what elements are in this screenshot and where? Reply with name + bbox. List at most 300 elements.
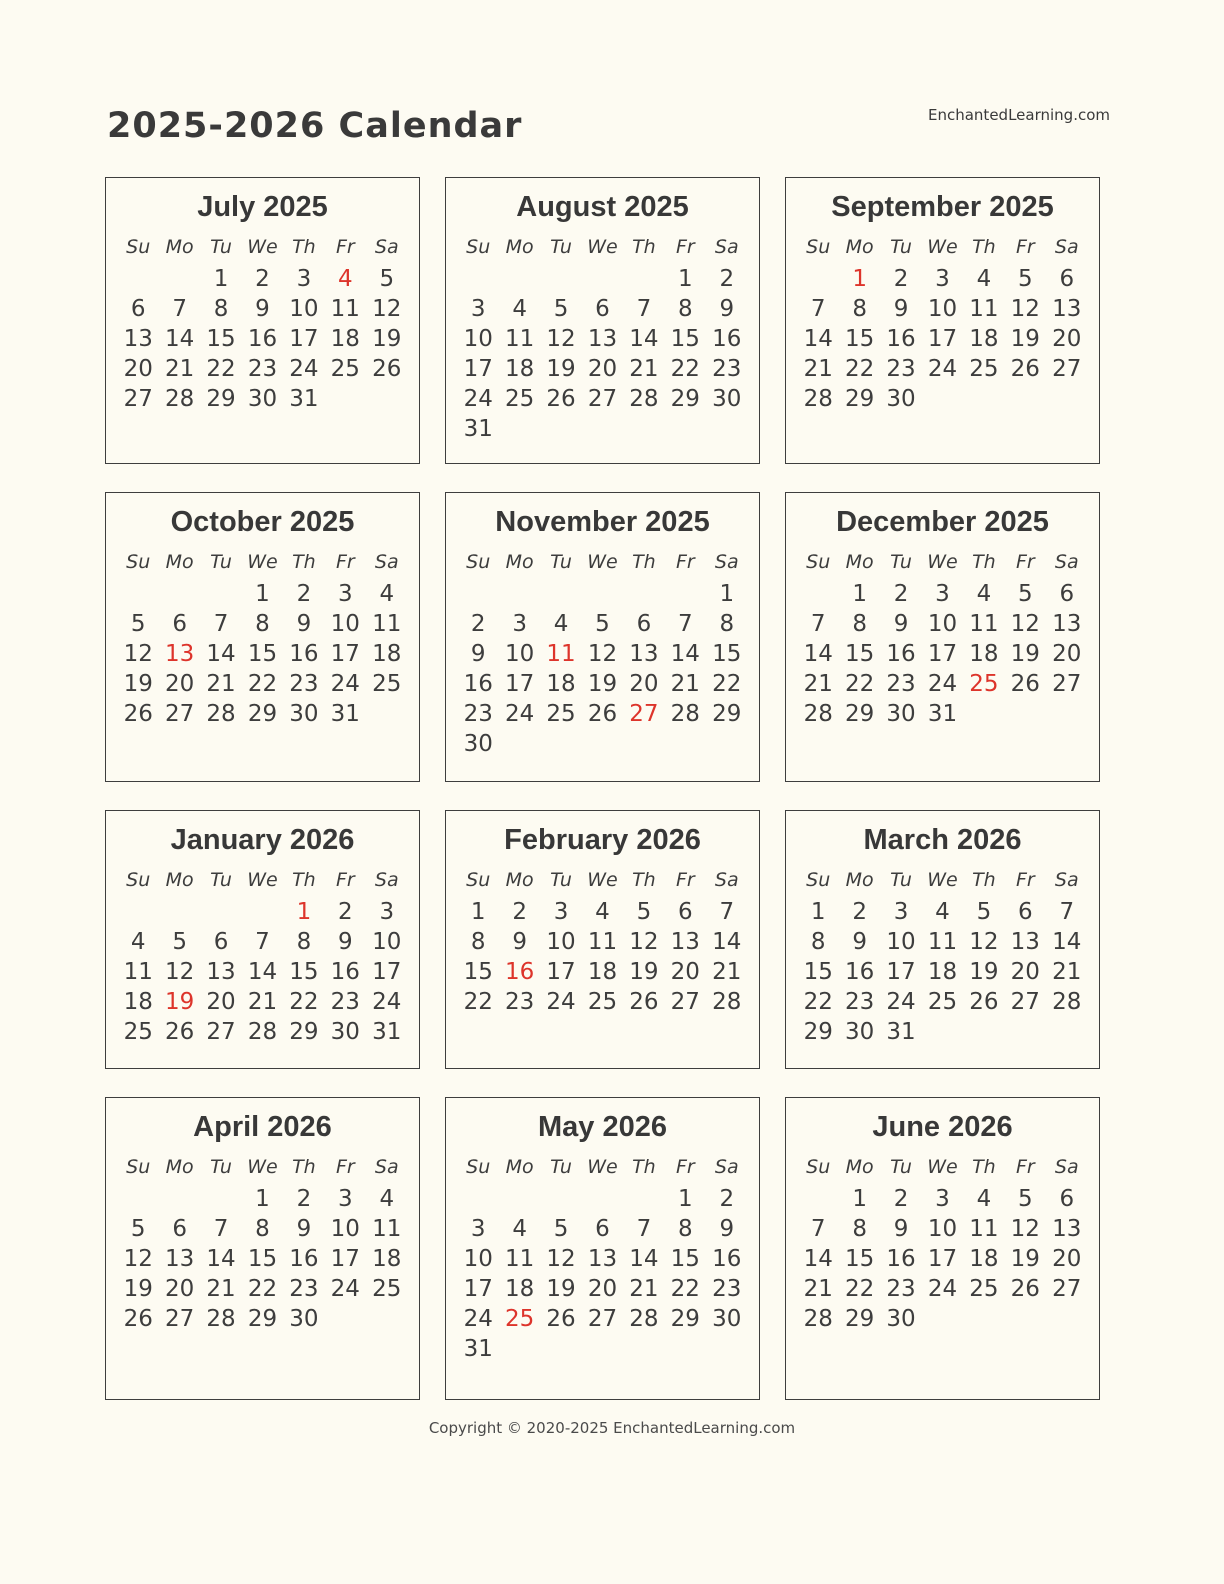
date-cell: 16 xyxy=(247,326,278,352)
empty-cell xyxy=(200,1184,241,1214)
week-row xyxy=(458,579,748,609)
weekday-header-tu: Tu xyxy=(550,551,572,573)
date-cell: 1 xyxy=(255,1186,270,1212)
date-cell: 23 xyxy=(712,356,742,382)
date-cell-holiday: 27 xyxy=(629,701,659,727)
date-cell-holiday: 1 xyxy=(296,899,312,925)
week-row xyxy=(458,1274,748,1304)
date-cell-holiday: 25 xyxy=(504,1306,535,1332)
date-cell: 14 xyxy=(803,641,833,667)
date-cell: 29 xyxy=(247,1306,278,1332)
weekday-header-sa: Sa xyxy=(1054,551,1079,573)
date-cell: 3 xyxy=(935,581,950,607)
month-title: April 2026 xyxy=(193,1111,332,1143)
empty-cell xyxy=(922,384,963,414)
empty-cell xyxy=(200,579,241,609)
empty-cell xyxy=(458,1184,499,1214)
week-row xyxy=(458,264,748,294)
date-cell: 4 xyxy=(976,1186,992,1212)
calendar-grid xyxy=(105,177,1100,1400)
date-cell: 25 xyxy=(546,701,576,727)
date-cell: 6 xyxy=(678,899,693,925)
date-cell: 24 xyxy=(463,386,493,412)
month-table xyxy=(118,863,408,1047)
copyright-text: Copyright © 2020-2025 EnchantedLearning.com xyxy=(428,1419,796,1437)
weekday-header-fr: Fr xyxy=(675,551,695,573)
date-cell: 22 xyxy=(670,356,700,382)
date-cell: 9 xyxy=(719,296,735,322)
weekday-header-row xyxy=(458,863,748,897)
empty-cell xyxy=(706,1334,747,1364)
date-cell: 21 xyxy=(629,356,659,382)
date-cell: 19 xyxy=(546,1276,576,1302)
week-row xyxy=(458,1244,748,1274)
week-row xyxy=(458,927,748,957)
weekday-header-sa: Sa xyxy=(714,1156,739,1178)
weekday-header-tu: Tu xyxy=(890,1156,912,1178)
date-cell: 24 xyxy=(463,1306,493,1332)
empty-cell xyxy=(582,264,623,294)
date-cell: 3 xyxy=(512,611,527,637)
date-cell: 6 xyxy=(595,296,610,322)
weekday-header-we: We xyxy=(927,869,958,891)
date-cell: 30 xyxy=(289,701,319,727)
weekday-header-row xyxy=(458,1150,748,1184)
date-cell: 2 xyxy=(296,1186,312,1212)
date-cell: 3 xyxy=(338,581,353,607)
date-cell: 6 xyxy=(172,1216,187,1242)
date-cell-holiday: 19 xyxy=(164,989,195,1015)
date-cell: 6 xyxy=(1018,899,1033,925)
date-cell: 28 xyxy=(803,386,833,412)
week-row xyxy=(798,354,1088,384)
date-cell: 8 xyxy=(852,296,867,322)
date-cell: 24 xyxy=(927,356,958,382)
date-cell: 18 xyxy=(546,671,576,697)
date-cell: 7 xyxy=(636,296,652,322)
date-cell: 15 xyxy=(670,326,700,352)
week-row xyxy=(118,384,408,414)
empty-cell xyxy=(1005,1017,1046,1047)
date-cell: 23 xyxy=(886,356,916,382)
date-cell: 21 xyxy=(803,671,833,697)
empty-cell xyxy=(798,264,839,294)
week-row xyxy=(458,729,748,759)
weekday-header-su: Su xyxy=(126,1156,151,1178)
page-title: 2025-2026 Calendar xyxy=(107,106,523,146)
weekday-header-th: Th xyxy=(632,236,656,258)
weekday-header-sa: Sa xyxy=(1054,1156,1079,1178)
date-cell: 14 xyxy=(247,959,278,985)
empty-cell xyxy=(623,414,664,444)
weekday-header-th: Th xyxy=(972,1156,996,1178)
date-cell: 11 xyxy=(330,296,360,322)
date-cell: 25 xyxy=(372,671,402,697)
weekday-header-su: Su xyxy=(466,1156,491,1178)
weekday-header-tu: Tu xyxy=(550,236,572,258)
date-cell: 19 xyxy=(969,959,999,985)
date-cell: 17 xyxy=(330,1246,360,1272)
date-cell: 11 xyxy=(504,326,535,352)
month-table xyxy=(118,1150,408,1334)
date-cell: 11 xyxy=(587,929,618,955)
month-card-march-2026 xyxy=(785,810,1100,1069)
date-cell: 4 xyxy=(595,899,610,925)
weekday-header-su: Su xyxy=(806,869,831,891)
date-cell: 6 xyxy=(1059,581,1075,607)
week-row xyxy=(798,927,1088,957)
weekday-header-sa: Sa xyxy=(374,869,399,891)
date-cell: 10 xyxy=(504,641,535,667)
weekday-header-we: We xyxy=(247,1156,278,1178)
date-cell: 13 xyxy=(587,1246,618,1272)
date-cell: 23 xyxy=(844,989,875,1015)
weekday-header-mo: Mo xyxy=(165,1156,194,1178)
week-row xyxy=(798,1304,1088,1334)
empty-cell xyxy=(540,414,581,444)
weekday-header-su: Su xyxy=(126,236,151,258)
date-cell: 7 xyxy=(213,611,229,637)
date-cell: 16 xyxy=(712,326,742,352)
weekday-header-row xyxy=(118,1150,408,1184)
empty-cell xyxy=(1046,1304,1087,1334)
date-cell: 24 xyxy=(886,989,916,1015)
month-table xyxy=(458,230,748,444)
date-cell: 7 xyxy=(172,296,187,322)
weekday-header-sa: Sa xyxy=(714,236,739,258)
date-cell: 5 xyxy=(172,929,187,955)
date-cell: 20 xyxy=(587,356,618,382)
week-row xyxy=(458,354,748,384)
date-cell: 11 xyxy=(372,1216,402,1242)
date-cell: 7 xyxy=(810,611,826,637)
week-row xyxy=(118,324,408,354)
date-cell: 12 xyxy=(1010,1216,1040,1242)
site-name: EnchantedLearning.com xyxy=(928,106,1110,124)
date-cell: 23 xyxy=(886,1276,916,1302)
date-cell: 13 xyxy=(1010,929,1040,955)
weekday-header-tu: Tu xyxy=(890,236,912,258)
date-cell: 17 xyxy=(463,1276,493,1302)
date-cell: 4 xyxy=(976,266,992,292)
date-cell: 6 xyxy=(1059,1186,1075,1212)
date-cell: 22 xyxy=(803,989,833,1015)
date-cell: 24 xyxy=(330,1276,360,1302)
empty-cell xyxy=(499,729,540,759)
date-cell: 5 xyxy=(130,1216,146,1242)
date-cell: 5 xyxy=(595,611,610,637)
month-card-december-2025 xyxy=(785,492,1100,782)
empty-cell xyxy=(118,1184,159,1214)
date-cell: 18 xyxy=(330,326,360,352)
weekday-header-we: We xyxy=(247,869,278,891)
empty-cell xyxy=(665,579,706,609)
date-cell: 25 xyxy=(927,989,958,1015)
date-cell-holiday: 25 xyxy=(969,671,999,697)
empty-cell xyxy=(963,699,1004,729)
date-cell: 19 xyxy=(123,671,153,697)
date-cell: 28 xyxy=(1052,989,1082,1015)
empty-cell xyxy=(963,1017,1004,1047)
empty-cell xyxy=(366,1304,407,1334)
date-cell: 27 xyxy=(1052,356,1082,382)
date-cell: 18 xyxy=(969,1246,999,1272)
date-cell: 16 xyxy=(886,1246,916,1272)
date-cell: 26 xyxy=(587,701,618,727)
date-cell: 20 xyxy=(1052,641,1082,667)
date-cell: 30 xyxy=(330,1019,360,1045)
date-cell: 21 xyxy=(206,1276,236,1302)
date-cell: 27 xyxy=(164,1306,195,1332)
date-cell: 11 xyxy=(372,611,402,637)
date-cell: 2 xyxy=(338,899,353,925)
date-cell: 14 xyxy=(206,641,236,667)
weekday-header-row xyxy=(458,545,748,579)
date-cell: 30 xyxy=(886,386,916,412)
date-cell: 31 xyxy=(463,1336,493,1362)
date-cell: 16 xyxy=(289,641,319,667)
date-cell: 1 xyxy=(213,266,229,292)
week-row xyxy=(798,324,1088,354)
empty-cell xyxy=(1005,699,1046,729)
date-cell: 20 xyxy=(1052,1246,1082,1272)
empty-cell xyxy=(458,579,499,609)
month-title: February 2026 xyxy=(504,824,701,856)
empty-cell xyxy=(325,384,366,414)
week-row xyxy=(118,927,408,957)
date-cell: 12 xyxy=(123,641,153,667)
date-cell: 21 xyxy=(712,959,742,985)
date-cell: 29 xyxy=(844,701,875,727)
date-cell: 2 xyxy=(719,1186,735,1212)
weekday-header-we: We xyxy=(587,869,618,891)
weekday-header-we: We xyxy=(247,551,278,573)
date-cell: 13 xyxy=(587,326,618,352)
date-cell: 29 xyxy=(670,386,700,412)
date-cell: 19 xyxy=(629,959,659,985)
empty-cell xyxy=(798,1184,839,1214)
empty-cell xyxy=(159,579,200,609)
month-card-september-2025 xyxy=(785,177,1100,464)
month-title: March 2026 xyxy=(863,824,1022,856)
date-cell: 26 xyxy=(546,1306,576,1332)
date-cell: 4 xyxy=(512,1216,527,1242)
date-cell: 31 xyxy=(927,701,958,727)
weekday-header-th: Th xyxy=(972,236,996,258)
date-cell: 4 xyxy=(512,296,527,322)
empty-cell xyxy=(963,384,1004,414)
date-cell: 30 xyxy=(712,386,742,412)
date-cell: 28 xyxy=(803,701,833,727)
week-row xyxy=(458,897,748,927)
date-cell: 8 xyxy=(852,611,867,637)
month-title: December 2025 xyxy=(836,506,1049,538)
weekday-header-sa: Sa xyxy=(374,551,399,573)
date-cell: 25 xyxy=(587,989,618,1015)
empty-cell xyxy=(499,264,540,294)
date-cell: 29 xyxy=(289,1019,319,1045)
date-cell: 14 xyxy=(629,326,659,352)
weekday-header-fr: Fr xyxy=(335,1156,355,1178)
date-cell: 27 xyxy=(1010,989,1040,1015)
month-table xyxy=(118,230,408,414)
weekday-header-mo: Mo xyxy=(845,236,874,258)
date-cell: 3 xyxy=(296,266,312,292)
weekday-header-fr: Fr xyxy=(675,236,695,258)
date-cell: 30 xyxy=(844,1019,875,1045)
date-cell: 17 xyxy=(289,326,319,352)
date-cell: 15 xyxy=(247,1246,278,1272)
empty-cell xyxy=(623,729,664,759)
date-cell: 22 xyxy=(712,671,742,697)
date-cell: 15 xyxy=(289,959,319,985)
week-row xyxy=(798,1244,1088,1274)
date-cell: 20 xyxy=(123,356,153,382)
week-row xyxy=(798,384,1088,414)
date-cell: 19 xyxy=(372,326,402,352)
date-cell: 9 xyxy=(852,929,867,955)
date-cell: 18 xyxy=(587,959,618,985)
date-cell: 10 xyxy=(927,611,958,637)
date-cell: 26 xyxy=(372,356,402,382)
date-cell: 4 xyxy=(379,1186,395,1212)
empty-cell xyxy=(1005,384,1046,414)
week-row xyxy=(458,699,748,729)
date-cell: 26 xyxy=(629,989,659,1015)
date-cell: 27 xyxy=(1052,1276,1082,1302)
date-cell: 12 xyxy=(969,929,999,955)
date-cell: 5 xyxy=(636,899,652,925)
date-cell: 3 xyxy=(470,296,486,322)
weekday-header-tu: Tu xyxy=(210,869,232,891)
date-cell: 20 xyxy=(1052,326,1082,352)
week-row xyxy=(118,1274,408,1304)
empty-cell xyxy=(366,699,407,729)
date-cell: 21 xyxy=(164,356,195,382)
date-cell: 28 xyxy=(247,1019,278,1045)
empty-cell xyxy=(623,264,664,294)
empty-cell xyxy=(623,579,664,609)
empty-cell xyxy=(706,729,747,759)
empty-cell xyxy=(499,414,540,444)
date-cell: 18 xyxy=(372,1246,402,1272)
date-cell: 7 xyxy=(1059,899,1075,925)
week-row xyxy=(118,699,408,729)
date-cell: 6 xyxy=(130,296,146,322)
date-cell: 25 xyxy=(123,1019,153,1045)
date-cell: 1 xyxy=(810,899,826,925)
weekday-header-th: Th xyxy=(292,869,316,891)
date-cell: 24 xyxy=(289,356,319,382)
date-cell: 12 xyxy=(164,959,195,985)
weekday-header-we: We xyxy=(927,1156,958,1178)
date-cell: 16 xyxy=(886,641,916,667)
date-cell: 26 xyxy=(546,386,576,412)
date-cell: 21 xyxy=(803,1276,833,1302)
date-cell: 13 xyxy=(1052,1216,1082,1242)
date-cell: 1 xyxy=(678,1186,693,1212)
month-title: November 2025 xyxy=(495,506,710,538)
date-cell: 9 xyxy=(893,296,909,322)
weekday-header-tu: Tu xyxy=(210,236,232,258)
date-cell: 26 xyxy=(123,701,153,727)
date-cell: 9 xyxy=(512,929,527,955)
date-cell: 28 xyxy=(206,701,236,727)
weekday-header-th: Th xyxy=(972,869,996,891)
weekday-header-fr: Fr xyxy=(1015,236,1035,258)
empty-cell xyxy=(582,579,623,609)
week-row xyxy=(118,1244,408,1274)
week-row xyxy=(118,1304,408,1334)
month-table xyxy=(798,545,1088,729)
date-cell-holiday: 13 xyxy=(164,641,195,667)
date-cell: 23 xyxy=(289,671,319,697)
date-cell: 18 xyxy=(969,326,999,352)
date-cell: 12 xyxy=(587,641,618,667)
date-cell: 17 xyxy=(463,356,493,382)
date-cell: 7 xyxy=(636,1216,652,1242)
date-cell: 1 xyxy=(852,1186,867,1212)
weekday-header-mo: Mo xyxy=(505,1156,534,1178)
date-cell: 15 xyxy=(206,326,236,352)
date-cell: 20 xyxy=(206,989,236,1015)
date-cell: 31 xyxy=(886,1019,916,1045)
date-cell: 18 xyxy=(372,641,402,667)
date-cell: 19 xyxy=(546,356,576,382)
weekday-header-sa: Sa xyxy=(1054,236,1079,258)
week-row xyxy=(118,639,408,669)
date-cell: 23 xyxy=(504,989,535,1015)
month-title: May 2026 xyxy=(538,1111,667,1143)
date-cell: 26 xyxy=(1010,671,1040,697)
weekday-header-mo: Mo xyxy=(505,869,534,891)
date-cell: 7 xyxy=(678,611,693,637)
weekday-header-fr: Fr xyxy=(335,236,355,258)
date-cell: 8 xyxy=(255,611,270,637)
week-row xyxy=(798,579,1088,609)
date-cell: 28 xyxy=(712,989,742,1015)
date-cell: 27 xyxy=(670,989,700,1015)
date-cell: 12 xyxy=(629,929,659,955)
date-cell: 12 xyxy=(546,326,576,352)
date-cell: 21 xyxy=(206,671,236,697)
empty-cell xyxy=(159,1184,200,1214)
date-cell: 30 xyxy=(463,731,493,757)
month-table xyxy=(458,545,748,759)
empty-cell xyxy=(499,579,540,609)
date-cell: 29 xyxy=(247,701,278,727)
date-cell: 23 xyxy=(712,1276,742,1302)
date-cell: 29 xyxy=(844,386,875,412)
date-cell: 27 xyxy=(587,1306,618,1332)
empty-cell xyxy=(922,1304,963,1334)
week-row xyxy=(798,1214,1088,1244)
weekday-header-su: Su xyxy=(466,236,491,258)
date-cell: 15 xyxy=(803,959,833,985)
date-cell: 9 xyxy=(893,611,909,637)
week-row xyxy=(798,609,1088,639)
date-cell: 4 xyxy=(553,611,569,637)
date-cell: 14 xyxy=(670,641,700,667)
date-cell: 14 xyxy=(1052,929,1082,955)
month-title: September 2025 xyxy=(831,191,1054,223)
date-cell: 30 xyxy=(247,386,278,412)
date-cell: 3 xyxy=(379,899,395,925)
date-cell: 18 xyxy=(504,1276,535,1302)
weekday-header-row xyxy=(798,230,1088,264)
date-cell: 11 xyxy=(504,1246,535,1272)
date-cell: 8 xyxy=(296,929,312,955)
